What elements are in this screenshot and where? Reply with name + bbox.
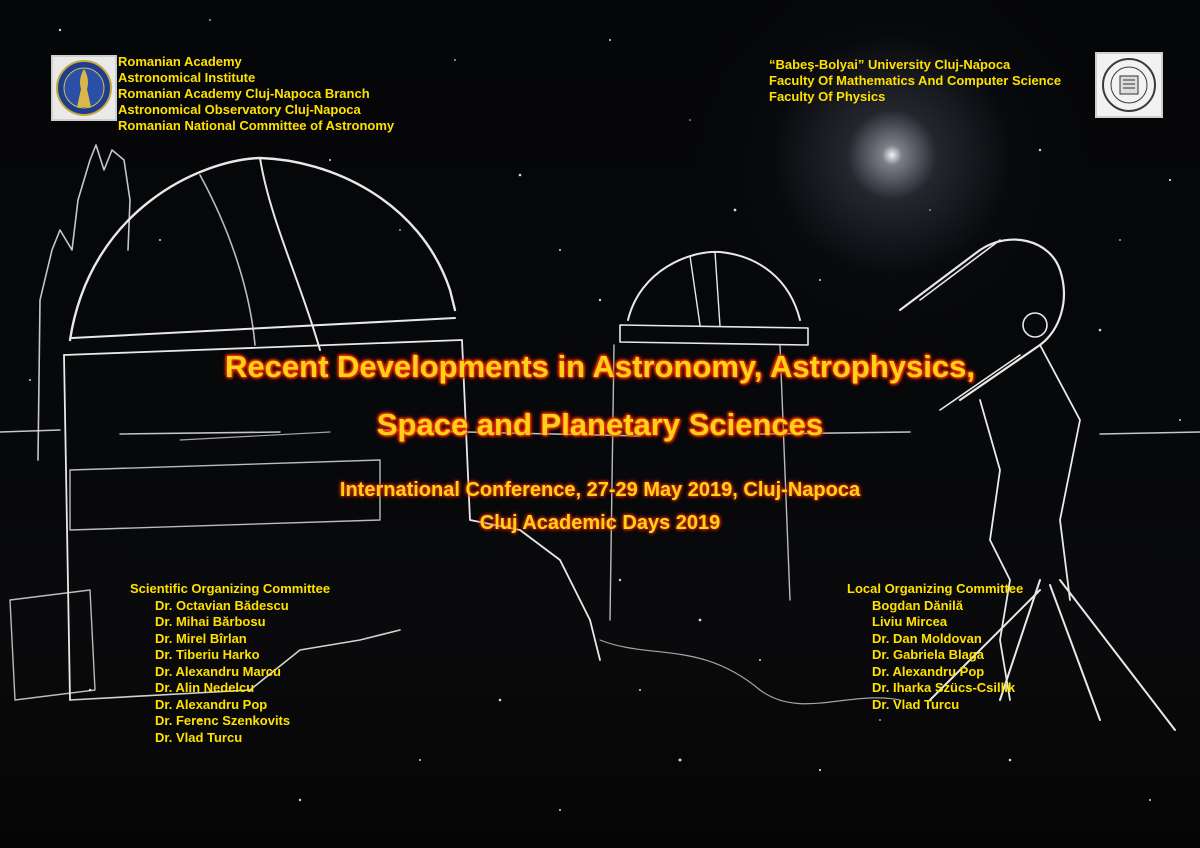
conference-subtitle-line-2: Cluj Academic Days 2019 <box>479 512 721 534</box>
committee-member: Liviu Mircea <box>872 614 948 629</box>
organizer-line: Astronomical Institute <box>118 70 256 85</box>
committee-member: Dr. Mihai Bărbosu <box>155 614 266 629</box>
committee-member: Dr. Mirel Bîrlan <box>155 630 247 646</box>
romanian-academy-seal-icon <box>51 55 117 121</box>
committee-member: Dr. Alexandru Pop <box>872 663 985 679</box>
committee-member: Dr. Dan Moldovan <box>872 630 982 646</box>
committee-member: Dr. Octavian Bădescu <box>155 597 289 613</box>
organizer-line: Romanian Academy Cluj-Napoca Branch <box>118 86 370 101</box>
committee-member: Dr. Tiberiu Harko <box>155 647 260 662</box>
babes-bolyai-university-seal-icon <box>1095 52 1163 118</box>
organizer-line: Faculty Of Mathematics And Computer Science <box>769 73 1062 88</box>
scientific-organizing-committee <box>130 581 330 746</box>
organizer-line: Romanian Academy <box>118 54 242 69</box>
organizer-line: Astronomical Observatory Cluj-Napoca <box>118 102 361 117</box>
conference-subtitle-line-1: International Conference, 27-29 May 2019, Cluj-Napoca <box>339 479 861 501</box>
local-organizing-committee <box>847 581 1023 713</box>
conference-title-line-1: Recent Developments in Astronomy, Astrophysics, <box>225 349 975 384</box>
organizers-right <box>769 57 1061 105</box>
committee-member: Dr. Vlad Turcu <box>872 696 960 712</box>
organizer-line: Romanian National Committee of Astronomy <box>118 118 395 133</box>
committee-heading: Local Organizing Committee <box>847 581 1024 596</box>
committee-member: Dr. Vlad Turcu <box>155 729 243 745</box>
committee-member: Dr. Alexandru Pop <box>155 696 268 712</box>
committee-member: Dr. Alexandru Marcu <box>155 663 281 679</box>
committee-member: Dr. Alin Nedelcu <box>155 680 255 695</box>
organizer-line: “Babeş-Bolyai” University Cluj-Napoca <box>769 57 1011 72</box>
organizers-left <box>118 54 394 134</box>
organizer-line: Faculty Of Physics <box>769 89 886 104</box>
committee-member: Dr. Ferenc Szenkovits <box>155 713 291 728</box>
committee-member: Dr. Iharka Szücs-Csillik <box>872 680 1016 695</box>
committee-member: Bogdan Dănilă <box>872 597 964 613</box>
conference-title-line-2: Space and Planetary Sciences <box>376 407 824 442</box>
committee-heading: Scientific Organizing Committee <box>130 581 331 596</box>
committee-member: Dr. Gabriela Blaga <box>872 647 984 662</box>
